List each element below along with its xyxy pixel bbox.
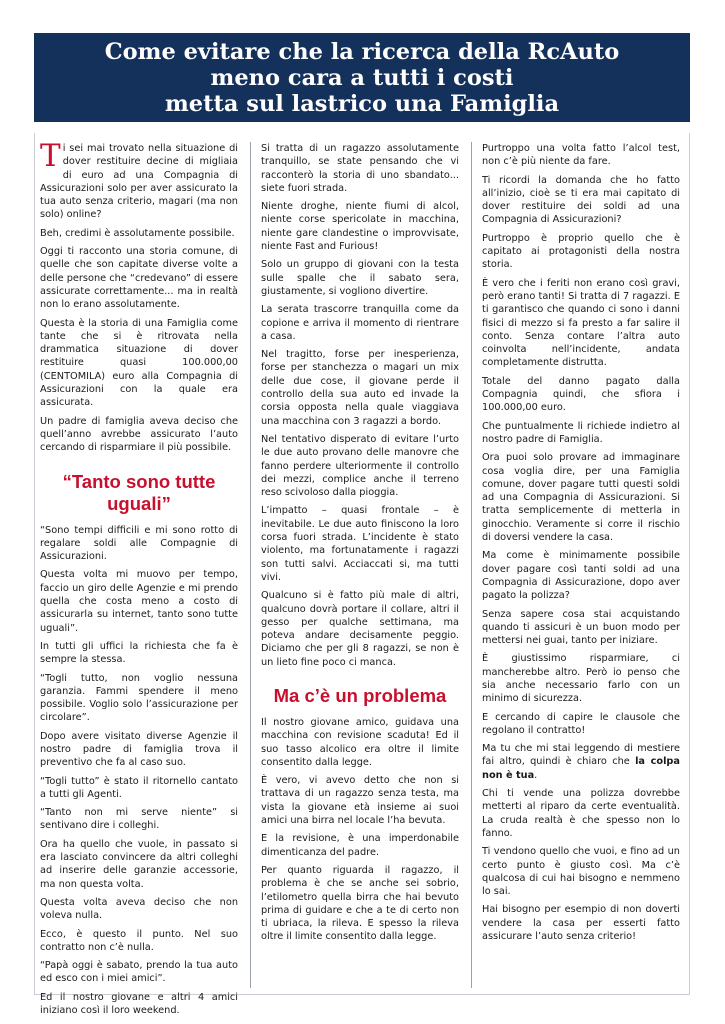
paragraph: E la revisione, è una imperdonabile dimenticanza del padre. [261, 833, 459, 858]
paragraph: Solo un gruppo di giovani con la testa sulle spalle che il sabato sera, giustamente, si vogliono divertire. [261, 259, 459, 297]
paragraph: Chi ti vende una polizza dovrebbe metterti al riparo da certe eventualità. La cruda realtà è che spesso non lo fanno. [482, 788, 680, 839]
paragraph: Ed il nostro giovane e altri 4 amici iniziano così il loro weekend. [40, 991, 238, 1017]
paragraph: Ecco, è questo il punto. Nel suo contratto non c’è nulla. [40, 928, 238, 953]
paragraph: Senza sapere cosa stai acquistando quando ti assicuri è un buon modo per mettersi nei guai, tanto per iniziare. [482, 608, 680, 647]
paragraph: “Togli tutto, non voglio nessuna garanzia. Fammi spendere il meno possibile. Voglio solo l’assicurazione per circolare”. [40, 672, 238, 724]
paragraph: Totale del danno pagato dalla Compagnia quindi, che sfiora i 100.000,00 euro. [482, 375, 680, 414]
paragraph: Ti vendono quello che vuoi, e fino ad un certo punto è giusto così. Ma c’è qualcosa di cui hai bisogno e nemmeno lo sai. [482, 846, 680, 898]
paragraph: Che puntualmente li richiede indietro al nostro padre di Famiglia. [482, 420, 680, 445]
paragraph: Hai bisogno per esempio di non doverti vendere la casa per esserti fatto assicurare l’auto senza criterio! [482, 904, 680, 943]
paragraph: Niente droghe, niente fiumi di alcol, niente corse spericolate in macchina, niente gare clandestine o improvvisate, niente Fast and Furious! [261, 201, 459, 253]
paragraph: Si tratta di un ragazzo assolutamente tranquillo, se state pensando che vi racconterò la storia di uno sbandato... siete fuori strada. [261, 143, 459, 194]
paragraph: “Togli tutto” è stato il ritornello cantato a tutti gli Agenti. [40, 775, 238, 800]
paragraph: Ma come è minimamente possibile dover pagare così tanti soldi ad una Compagnia di Assicurazione, dopo aver pagato la polizza? [482, 550, 680, 602]
paragraph: È vero che i feriti non erano così gravi, però erano tanti! Si tratta di 7 ragazzi. E ti garantisco che quando ci sono i danni fisici di mezzo si fa presto a far salire il conto. Senza contare l’altra auto coinvolta nell’incidente, andata completamente distrutta. [482, 277, 680, 369]
paragraph: L’impatto – quasi frontale – è inevitabile. Le due auto finiscono la loro corsa fuori strada. L’incidente è stato violento, ma fortunatamente i ragazzi son tutti salvi. Acciaccati si, ma tutti vivi. [261, 505, 459, 583]
title-banner [34, 33, 690, 122]
column-1 [40, 138, 238, 1017]
paragraph: Qualcuno si è fatto più male di altri, qualcuno dovrà portare il collare, altri il gesso per qualche settimana, ma poteva andare decisamente peggio. Diciamo che per gli 8 ragazzi, se non è un lieto fine poco ci manca. [261, 590, 459, 668]
paragraph: Dopo avere visitato diverse Agenzie il nostro padre di famiglia trova il preventivo che fa al caso suo. [40, 730, 238, 769]
paragraph: La serata trascorre tranquilla come da copione e arriva il momento di rientrare a casa. [261, 304, 459, 342]
column-3 [482, 142, 680, 988]
paragraph: E cercando di capire le clausole che regolano il contratto! [482, 711, 680, 736]
section-heading: Ma c’è un problema [273, 684, 447, 706]
bold-emphasis: la colpa non è tua [482, 756, 680, 781]
paragraph: Per quanto riguarda il ragazzo, il problema è che se anche sei sobrio, l’etilometro quella birra che hai bevuto prima di guidare e che a te di certo non ti ubriaca, la rileva. E spesso la rileva oltre il limite consentito dalla legge. [261, 864, 459, 943]
paragraph: Questa è la storia di una Famiglia come tante che si è ritrovata nella drammatica situazione di dover restituire quasi 100.000,00 (CENTOMILA) euro alla Compagnia di Assicurazioni con la quale era assicurata. [40, 317, 238, 409]
paragraph: In tutti gli uffici la richiesta che fa è sempre la stessa. [40, 640, 238, 666]
paragraph: Nel tragitto, forse per inesperienza, forse per stanchezza o magari un mix delle due cose, il giovane perde il controllo della sua auto ed invade la corsia opposta nella quale viaggiava una macchina con 3 ragazzi a bordo. [261, 349, 459, 427]
paragraph: Questa volta aveva deciso che non voleva nulla. [40, 896, 238, 922]
paragraph: Purtroppo è proprio quello che è capitato ai protagonisti della nostra storia. [482, 232, 680, 271]
paragraph: Ora ha quello che vuole, in passato si era lasciato convincere da altri colleghi ad inserire delle garanzie accessorie, ma non questa volta. [40, 838, 238, 890]
paragraph: È giustissimo risparmiare, ci mancherebbe altro. Però io penso che sia anche necessario farlo con un minimo di sicurezza. [482, 653, 680, 705]
paragraph: Oggi ti racconto una storia comune, di quelle che son capitate diverse volte a delle persone che “credevano” di essere assicurate correttamente... ma in realtà non lo erano assolutamente. [40, 246, 238, 311]
paragraph: Ti sei mai trovato nella situazione di dover restituire decine di migliaia di euro ad una Compagnia di Assicurazioni solo per aver assicurato la tua auto senza criterio, magari (ma non solo) online? [40, 138, 238, 221]
column-2 [261, 142, 459, 988]
paragraph: Un padre di famiglia aveva deciso che quell’anno avrebbe assicurato l’auto cercando di risparmiare il più possibile. [40, 415, 238, 454]
paragraph: “Sono tempi difficili e mi sono rotto di regalare soldi alle Compagnie di Assicurazioni. [40, 524, 238, 563]
title-line-1: Come evitare che la ricerca della RcAuto [104, 38, 620, 65]
paragraph: Ora puoi solo provare ad immaginare cosa voglia dire, per una Famiglia comune, dover pagare tutti questi soldi ad una Compagnia di Assicurazioni. Si tratta semplicemente di metterla in ginocchio. Veramente si corre il rischio di doversi vendere la casa. [482, 452, 680, 544]
paragraph: Purtroppo una volta fatto l’alcol test, non c’è più niente da fare. [482, 143, 680, 168]
paragraph: Beh, credimi è assolutamente possibile. [40, 227, 235, 239]
section-heading: “Tanto sono tutte uguali” [62, 470, 216, 514]
paragraph: Ma tu che mi stai leggendo di mestiere fai altro, quindi è chiaro che la colpa non è tua. [482, 743, 680, 781]
paragraph: Nel tentativo disperato di evitare l’urto le due auto provano delle manovre che fanno perdere ulteriormente il controllo dei mezzi, complice anche il terreno reso scivoloso dalla pioggia. [261, 433, 459, 499]
paragraph: “Papà oggi è sabato, prendo la tua auto ed esco con i miei amici”. [40, 960, 238, 985]
title-line-2: meno cara a tutti i costi [210, 64, 514, 91]
paragraph: È vero, vi avevo detto che non si trattava di un ragazzo senza testa, ma vista la giovane età insieme ai suoi amici una birra nel locale l’ha bevuta. [261, 775, 459, 827]
title-line-3: metta sul lastrico una Famiglia [164, 90, 560, 117]
paragraph: Questa volta mi muovo per tempo, faccio un giro delle Agenzie e mi prendo quella che costa meno a costo di assicurarla su internet, tanto sono tutte uguali”. [40, 569, 238, 634]
paragraph: “Tanto non mi serve niente” si sentivano dire i colleghi. [40, 807, 238, 832]
column-divider-2 [471, 142, 472, 988]
drop-cap: T [40, 138, 61, 174]
paragraph: Il nostro giovane amico, guidava una macchina con revisione scaduta! Ed il suo tasso alcolico era oltre il limite consentito dalla legge. [261, 716, 459, 768]
paragraph: Ti ricordi la domanda che ho fatto all’inizio, cioè se ti era mai capitato di dover restituire dei soldi ad una Compagnia di Assicurazioni? [482, 174, 680, 226]
column-divider-1 [250, 142, 251, 988]
